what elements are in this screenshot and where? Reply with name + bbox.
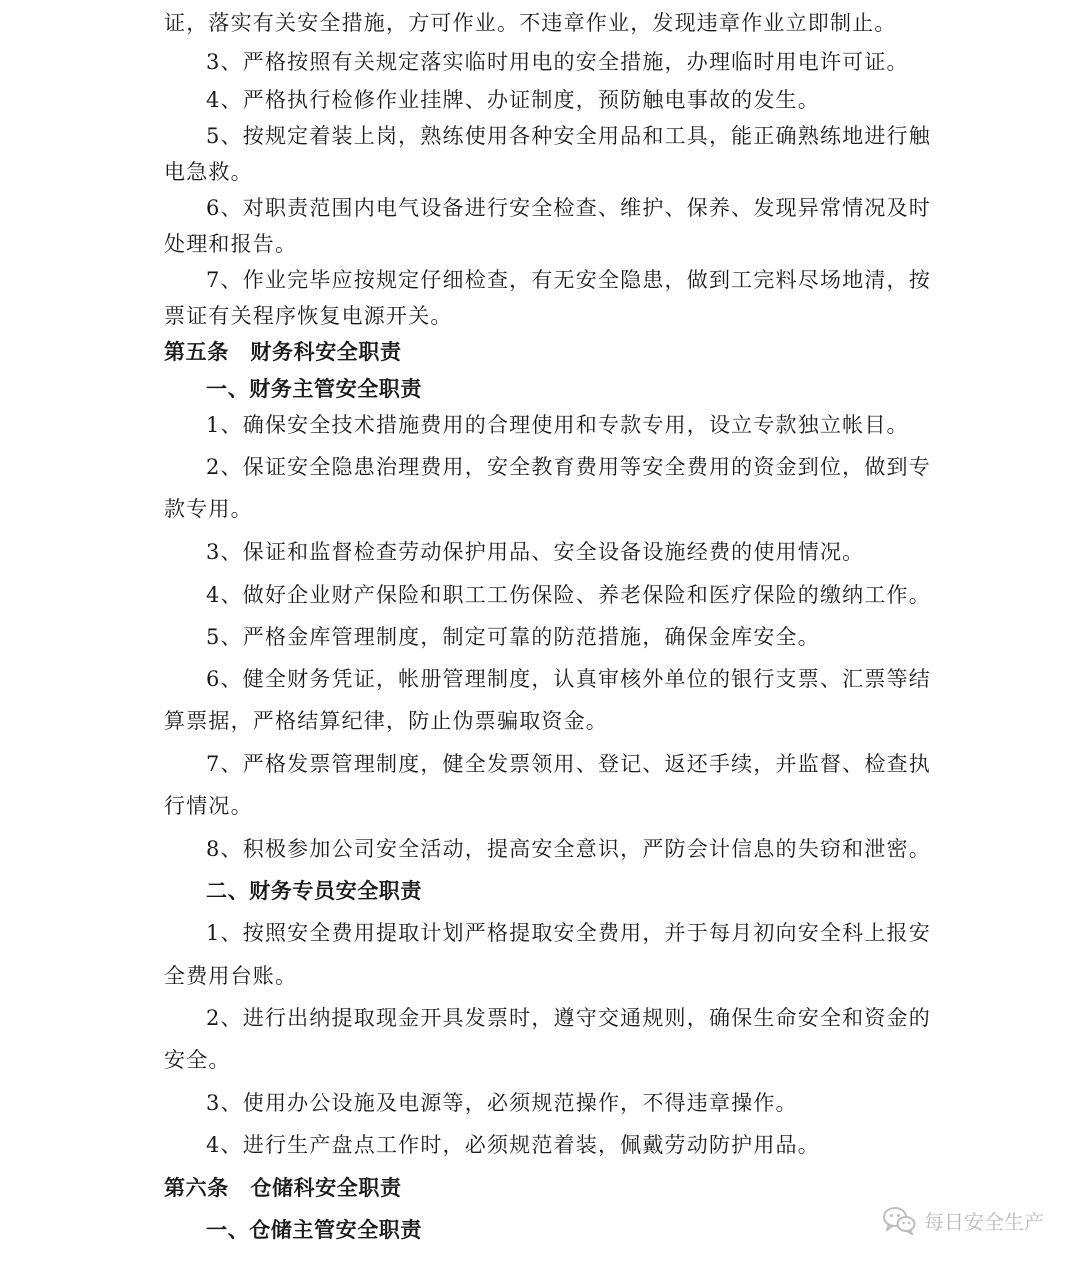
list-item: 6、对职责范围内电气设备进行安全检查、维护、保养、发现异常情况及时 xyxy=(206,196,931,220)
paragraph-line: 算票据，严格结算纪律，防止伪票骗取资金。 xyxy=(164,709,608,733)
article-heading: 第六条 仓储科安全职责 xyxy=(164,1176,402,1200)
list-item: 3、严格按照有关规定落实临时用电的安全措施，办理临时用电许可证。 xyxy=(206,50,909,74)
list-item: 1、确保安全技术措施费用的合理使用和专款专用，设立专款独立帐目。 xyxy=(206,413,909,437)
watermark xyxy=(882,1202,1044,1238)
list-item: 8、积极参加公司安全活动，提高安全意识，严防会计信息的失窃和泄密。 xyxy=(206,837,931,861)
section-heading: 一、财务主管安全职责 xyxy=(206,377,422,401)
list-item: 4、做好企业财产保险和职工工伤保险、养老保险和医疗保险的缴纳工作。 xyxy=(206,583,931,607)
paragraph-line: 款专用。 xyxy=(164,497,253,521)
article-heading: 第五条 财务科安全职责 xyxy=(164,340,402,364)
list-item: 2、进行出纳提取现金开具发票时，遵守交通规则，确保生命安全和资金的 xyxy=(206,1006,931,1030)
list-item: 1、按照安全费用提取计划严格提取安全费用，并于每月初向安全科上报安 xyxy=(206,921,931,945)
list-item: 6、健全财务凭证，帐册管理制度，认真审核外单位的银行支票、汇票等结 xyxy=(206,667,931,691)
list-item: 5、严格金库管理制度，制定可靠的防范措施，确保金库安全。 xyxy=(206,625,820,649)
wechat-icon xyxy=(882,1205,916,1235)
list-item: 2、保证安全隐患治理费用，安全教育费用等安全费用的资金到位，做到专 xyxy=(206,455,931,479)
paragraph-line: 安全。 xyxy=(164,1048,231,1072)
paragraph-line: 票证有关程序恢复电源开关。 xyxy=(164,304,453,328)
section-heading: 一、仓储主管安全职责 xyxy=(206,1218,422,1242)
list-item: 7、严格发票管理制度，健全发票领用、登记、返还手续，并监督、检查执 xyxy=(206,752,931,776)
paragraph-line: 全费用台账。 xyxy=(164,964,298,988)
list-item: 4、进行生产盘点工作时，必须规范着装，佩戴劳动防护用品。 xyxy=(206,1133,820,1157)
list-item: 7、作业完毕应按规定仔细检查，有无安全隐患，做到工完料尽场地清，按 xyxy=(206,268,931,292)
list-item: 3、保证和监督检查劳动保护用品、安全设备设施经费的使用情况。 xyxy=(206,540,865,564)
paragraph-line: 处理和报告。 xyxy=(164,232,298,256)
watermark-text: 每日安全生产 xyxy=(924,1209,1044,1234)
paragraph-line: 行情况。 xyxy=(164,794,253,818)
paragraph-line: 证，落实有关安全措施，方可作业。不违章作业，发现违章作业立即制止。 xyxy=(164,11,897,35)
list-item: 4、严格执行检修作业挂牌、办证制度，预防触电事故的发生。 xyxy=(206,88,820,112)
list-item: 5、按规定着装上岗，熟练使用各种安全用品和工具，能正确熟练地进行触 xyxy=(206,124,931,148)
paragraph-line: 电急救。 xyxy=(164,160,253,184)
list-item: 3、使用办公设施及电源等，必须规范操作，不得违章操作。 xyxy=(206,1091,798,1115)
section-heading: 二、财务专员安全职责 xyxy=(206,879,422,903)
